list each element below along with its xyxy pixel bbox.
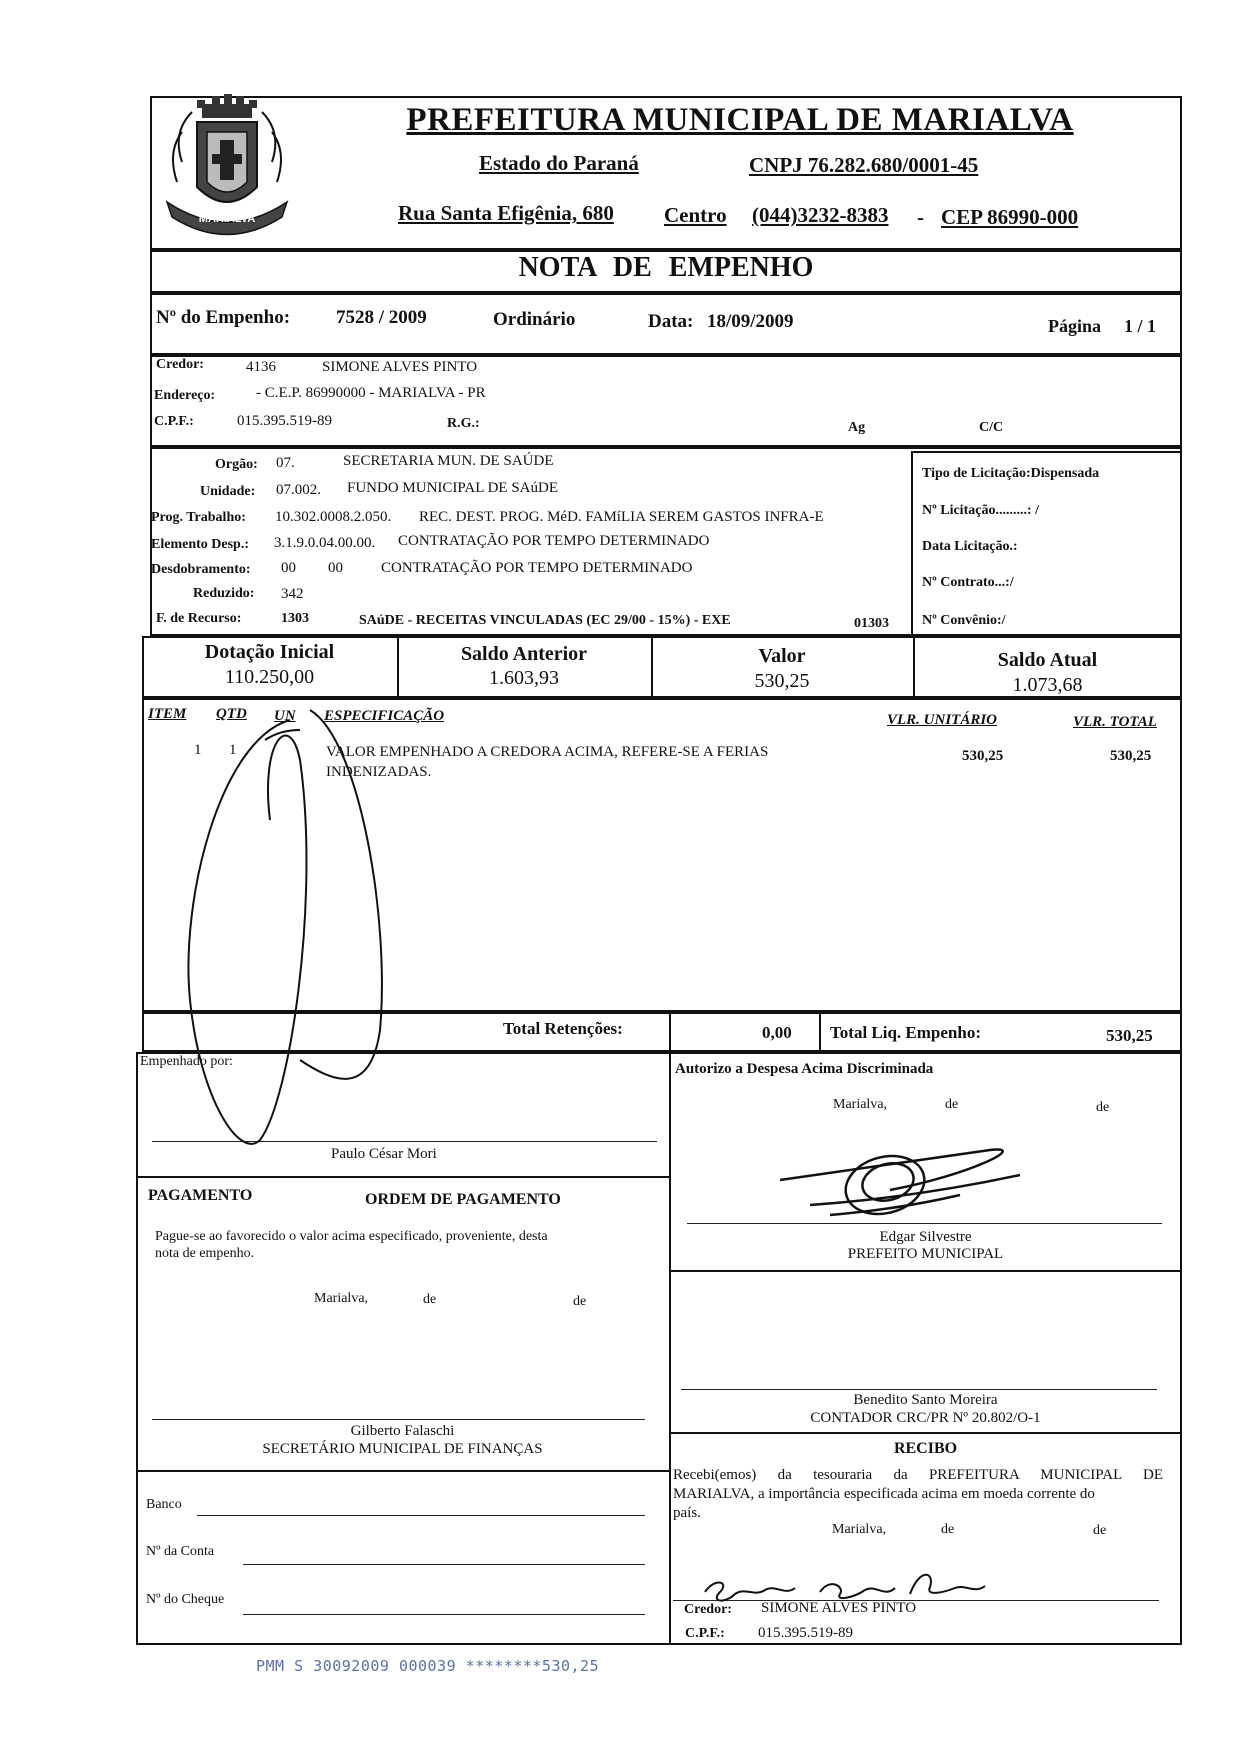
elemento-label: Elemento Desp.:: [151, 537, 249, 552]
col-espec-header: ESPECIFICAÇÃO: [324, 708, 445, 724]
empenho-type: Ordinário: [493, 309, 576, 330]
saldo-anterior-value: 1.603,93: [489, 667, 559, 689]
header-state: Estado do Paraná: [479, 151, 639, 175]
pagamento-label: PAGAMENTO: [148, 1187, 253, 1204]
contador-signature-line: [681, 1389, 1157, 1390]
pagamento-top-line: [136, 1176, 669, 1178]
elemento-code: 3.1.9.0.04.00.00.: [274, 535, 376, 551]
recibo-credor-label: Credor:: [684, 1602, 732, 1617]
recibo-text-line-3: país.: [673, 1505, 701, 1521]
saldo-atual-value: 1.073,68: [1012, 674, 1083, 696]
prog-code: 10.302.0008.2.050.: [275, 509, 392, 525]
retencoes-divider-2: [819, 1012, 821, 1052]
contador-top-line: [669, 1270, 1182, 1272]
orgao-name: SECRETARIA MUN. DE SAÚDE: [343, 453, 554, 469]
licitacao-numero: Nº Licitação.........: /: [922, 503, 1039, 518]
retencoes-label: Total Retenções:: [503, 1019, 623, 1038]
header-district: Centro: [664, 203, 727, 227]
item-description-line-2: INDENIZADAS.: [326, 764, 432, 780]
cheque-label: Nº do Cheque: [146, 1592, 225, 1607]
contador-name: Benedito Santo Moreira: [853, 1392, 998, 1408]
licitacao-top-line: [911, 451, 1182, 453]
col-qtd-header: QTD: [216, 706, 247, 722]
dotacao-value: 110.250,00: [224, 666, 315, 688]
recibo-de-1: de: [941, 1522, 955, 1537]
recurso-code: 1303: [281, 611, 309, 626]
recibo-de-2: de: [1093, 1523, 1107, 1538]
empenhado-name: Paulo César Mori: [331, 1146, 437, 1162]
saldo-atual-label: Saldo Atual: [997, 649, 1098, 671]
credor-signature: [695, 1562, 995, 1607]
recibo-cpf-label: C.P.F.:: [685, 1626, 725, 1641]
empenho-number-value: 7528 / 2009: [336, 307, 427, 328]
pagamento-city: Marialva,: [314, 1291, 369, 1306]
header-phone: (044)3232-8383: [752, 203, 889, 227]
address-label: Endereço:: [154, 388, 216, 403]
prefeito-signature: [770, 1130, 1050, 1225]
autorizo-de-1: de: [945, 1097, 959, 1112]
saldo-anterior-label: Saldo Anterior: [460, 643, 588, 665]
col-un-header: UN: [274, 708, 296, 724]
pagamento-text-line-1: Pague-se ao favorecido o valor acima especificado, proveniente, desta: [155, 1229, 548, 1244]
unidade-label: Unidade:: [200, 484, 256, 499]
cheque-input-line[interactable]: [243, 1614, 645, 1615]
col-vlr-total-header: VLR. TOTAL: [1073, 714, 1157, 730]
banco-top-line: [136, 1470, 669, 1472]
conta-input-line[interactable]: [243, 1564, 645, 1565]
licitacao-tipo: Tipo de Licitação:Dispensada: [922, 466, 1100, 481]
banco-input-line[interactable]: [197, 1515, 645, 1516]
orgao-code: 07.: [276, 455, 295, 471]
header-address: Rua Santa Efigênia, 680: [398, 201, 614, 225]
header-separator: -: [917, 205, 924, 229]
unidade-code: 07.002.: [276, 482, 321, 498]
lower-section-divider: [669, 1052, 671, 1645]
autorizo-de-2: de: [1096, 1100, 1110, 1115]
recurso-label: F. de Recurso:: [156, 611, 242, 626]
banco-label: Banco: [146, 1497, 182, 1512]
recurso-name: SAúDE - RECEITAS VINCULADAS (EC 29/00 - 15%) - EXE: [359, 613, 731, 628]
recibo-title: RECIBO: [893, 1440, 958, 1457]
item-vlr-unitario: 530,25: [962, 748, 1004, 764]
ag-label: Ag: [848, 420, 866, 435]
prefeito-role: PREFEITO MUNICIPAL: [847, 1246, 1004, 1262]
retencoes-value: 0,00: [762, 1023, 792, 1042]
recibo-text-line-2: MARIALVA, a importância especificada acima em moeda corrente do: [673, 1486, 1095, 1502]
licitacao-data: Data Licitação.:: [922, 539, 1018, 554]
recibo-text-line-1: Recebi(emos) da tesouraria da PREFEITURA MUNICIPAL DE: [673, 1467, 1163, 1483]
rg-label: R.G.:: [447, 416, 480, 431]
address-value: - C.E.P. 86990000 - MARIALVA - PR: [256, 385, 486, 401]
valor-label: Valor: [758, 645, 806, 667]
licitacao-contrato: Nº Contrato...:/: [922, 575, 1014, 590]
handwritten-loop-mark: [160, 700, 400, 1160]
header-cep: CEP 86990-000: [941, 205, 1079, 229]
prefeito-name: Edgar Silvestre: [879, 1229, 972, 1245]
pagamento-de-1: de: [423, 1292, 437, 1307]
item-description-line-1: VALOR EMPENHADO A CREDORA ACIMA, REFERE-SE A FERIAS: [326, 744, 769, 760]
valor-value: 530,25: [754, 670, 810, 692]
cc-label: C/C: [979, 420, 1004, 435]
credor-label: Credor:: [156, 357, 204, 372]
desdobramento-code-2: 00: [328, 560, 343, 576]
ordem-pagamento-label: ORDEM DE PAGAMENTO: [365, 1191, 561, 1208]
autorizo-label: Autorizo a Despesa Acima Discriminada: [675, 1061, 934, 1077]
orgao-label: Orgão:: [215, 457, 258, 472]
credor-name: SIMONE ALVES PINTO: [322, 359, 478, 375]
cpf-value: 015.395.519-89: [237, 413, 332, 429]
header-cnpj: CNPJ 76.282.680/0001-45: [749, 153, 979, 177]
secretario-role: SECRETÁRIO MUNICIPAL DE FINANÇAS: [262, 1441, 543, 1457]
header-title: PREFEITURA MUNICIPAL DE MARIALVA: [406, 102, 1074, 138]
elemento-name: CONTRATAÇÃO POR TEMPO DETERMINADO: [398, 533, 710, 549]
autorizo-city: Marialva,: [833, 1097, 888, 1112]
licitacao-convenio: Nº Convênio:/: [922, 613, 1006, 628]
bank-authentication-stamp: PMM S 30092009 000039 ********530,25: [256, 1657, 600, 1675]
pagamento-text-line-2: nota de empenho.: [155, 1246, 255, 1261]
total-liq-value: 530,25: [1106, 1026, 1153, 1045]
pagamento-de-2: de: [573, 1294, 587, 1309]
budget-divider: [911, 451, 913, 636]
credor-code: 4136: [246, 359, 276, 375]
desdobramento-code-1: 00: [281, 560, 296, 576]
empenhado-label: Empenhado por:: [140, 1054, 233, 1069]
secretario-name: Gilberto Falaschi: [350, 1423, 455, 1439]
item-vlr-total: 530,25: [1110, 748, 1152, 764]
desdobramento-label: Desdobramento:: [151, 562, 251, 577]
city-crest-logo: [152, 92, 302, 242]
empenho-date-label: Data:: [648, 311, 694, 332]
recibo-cpf-value: 015.395.519-89: [758, 1625, 853, 1641]
secretario-signature-line: [152, 1419, 645, 1420]
conta-label: Nº da Conta: [146, 1544, 215, 1559]
reduzido-value: 342: [281, 586, 304, 602]
col-vlr-unitario-header: VLR. UNITÁRIO: [887, 712, 998, 728]
page-label: Página: [1048, 316, 1102, 336]
col-item-header: ITEM: [148, 706, 187, 722]
empenho-number-label: Nº do Empenho:: [156, 307, 291, 328]
contador-role: CONTADOR CRC/PR Nº 20.802/O-1: [810, 1410, 1041, 1426]
item-number: 1: [194, 742, 202, 758]
page-value: 1 / 1: [1124, 316, 1157, 336]
empenho-date-value: 18/09/2009: [707, 311, 794, 332]
recurso-number: 01303: [854, 616, 889, 631]
reduzido-label: Reduzido:: [193, 586, 255, 601]
desdobramento-name: CONTRATAÇÃO POR TEMPO DETERMINADO: [381, 560, 693, 576]
recibo-top-line: [669, 1432, 1182, 1434]
item-qtd: 1: [229, 742, 237, 758]
recibo-credor-value: SIMONE ALVES PINTO: [761, 1600, 917, 1616]
total-liq-label: Total Liq. Empenho:: [830, 1023, 981, 1042]
prog-label: Prog. Trabalho:: [151, 510, 246, 525]
unidade-name: FUNDO MUNICIPAL DE SAúDE: [347, 480, 558, 496]
cpf-label: C.P.F.:: [154, 414, 194, 429]
retencoes-divider-1: [669, 1012, 671, 1052]
crest-banner-text: MARIALVA: [198, 213, 256, 225]
doc-title: NOTA DE EMPENHO: [518, 252, 814, 283]
prog-name: REC. DEST. PROG. MéD. FAMíLIA SEREM GASTOS INFRA-E: [419, 509, 824, 525]
recibo-city: Marialva,: [832, 1522, 887, 1537]
dotacao-label: Dotação Inicial: [204, 641, 335, 663]
